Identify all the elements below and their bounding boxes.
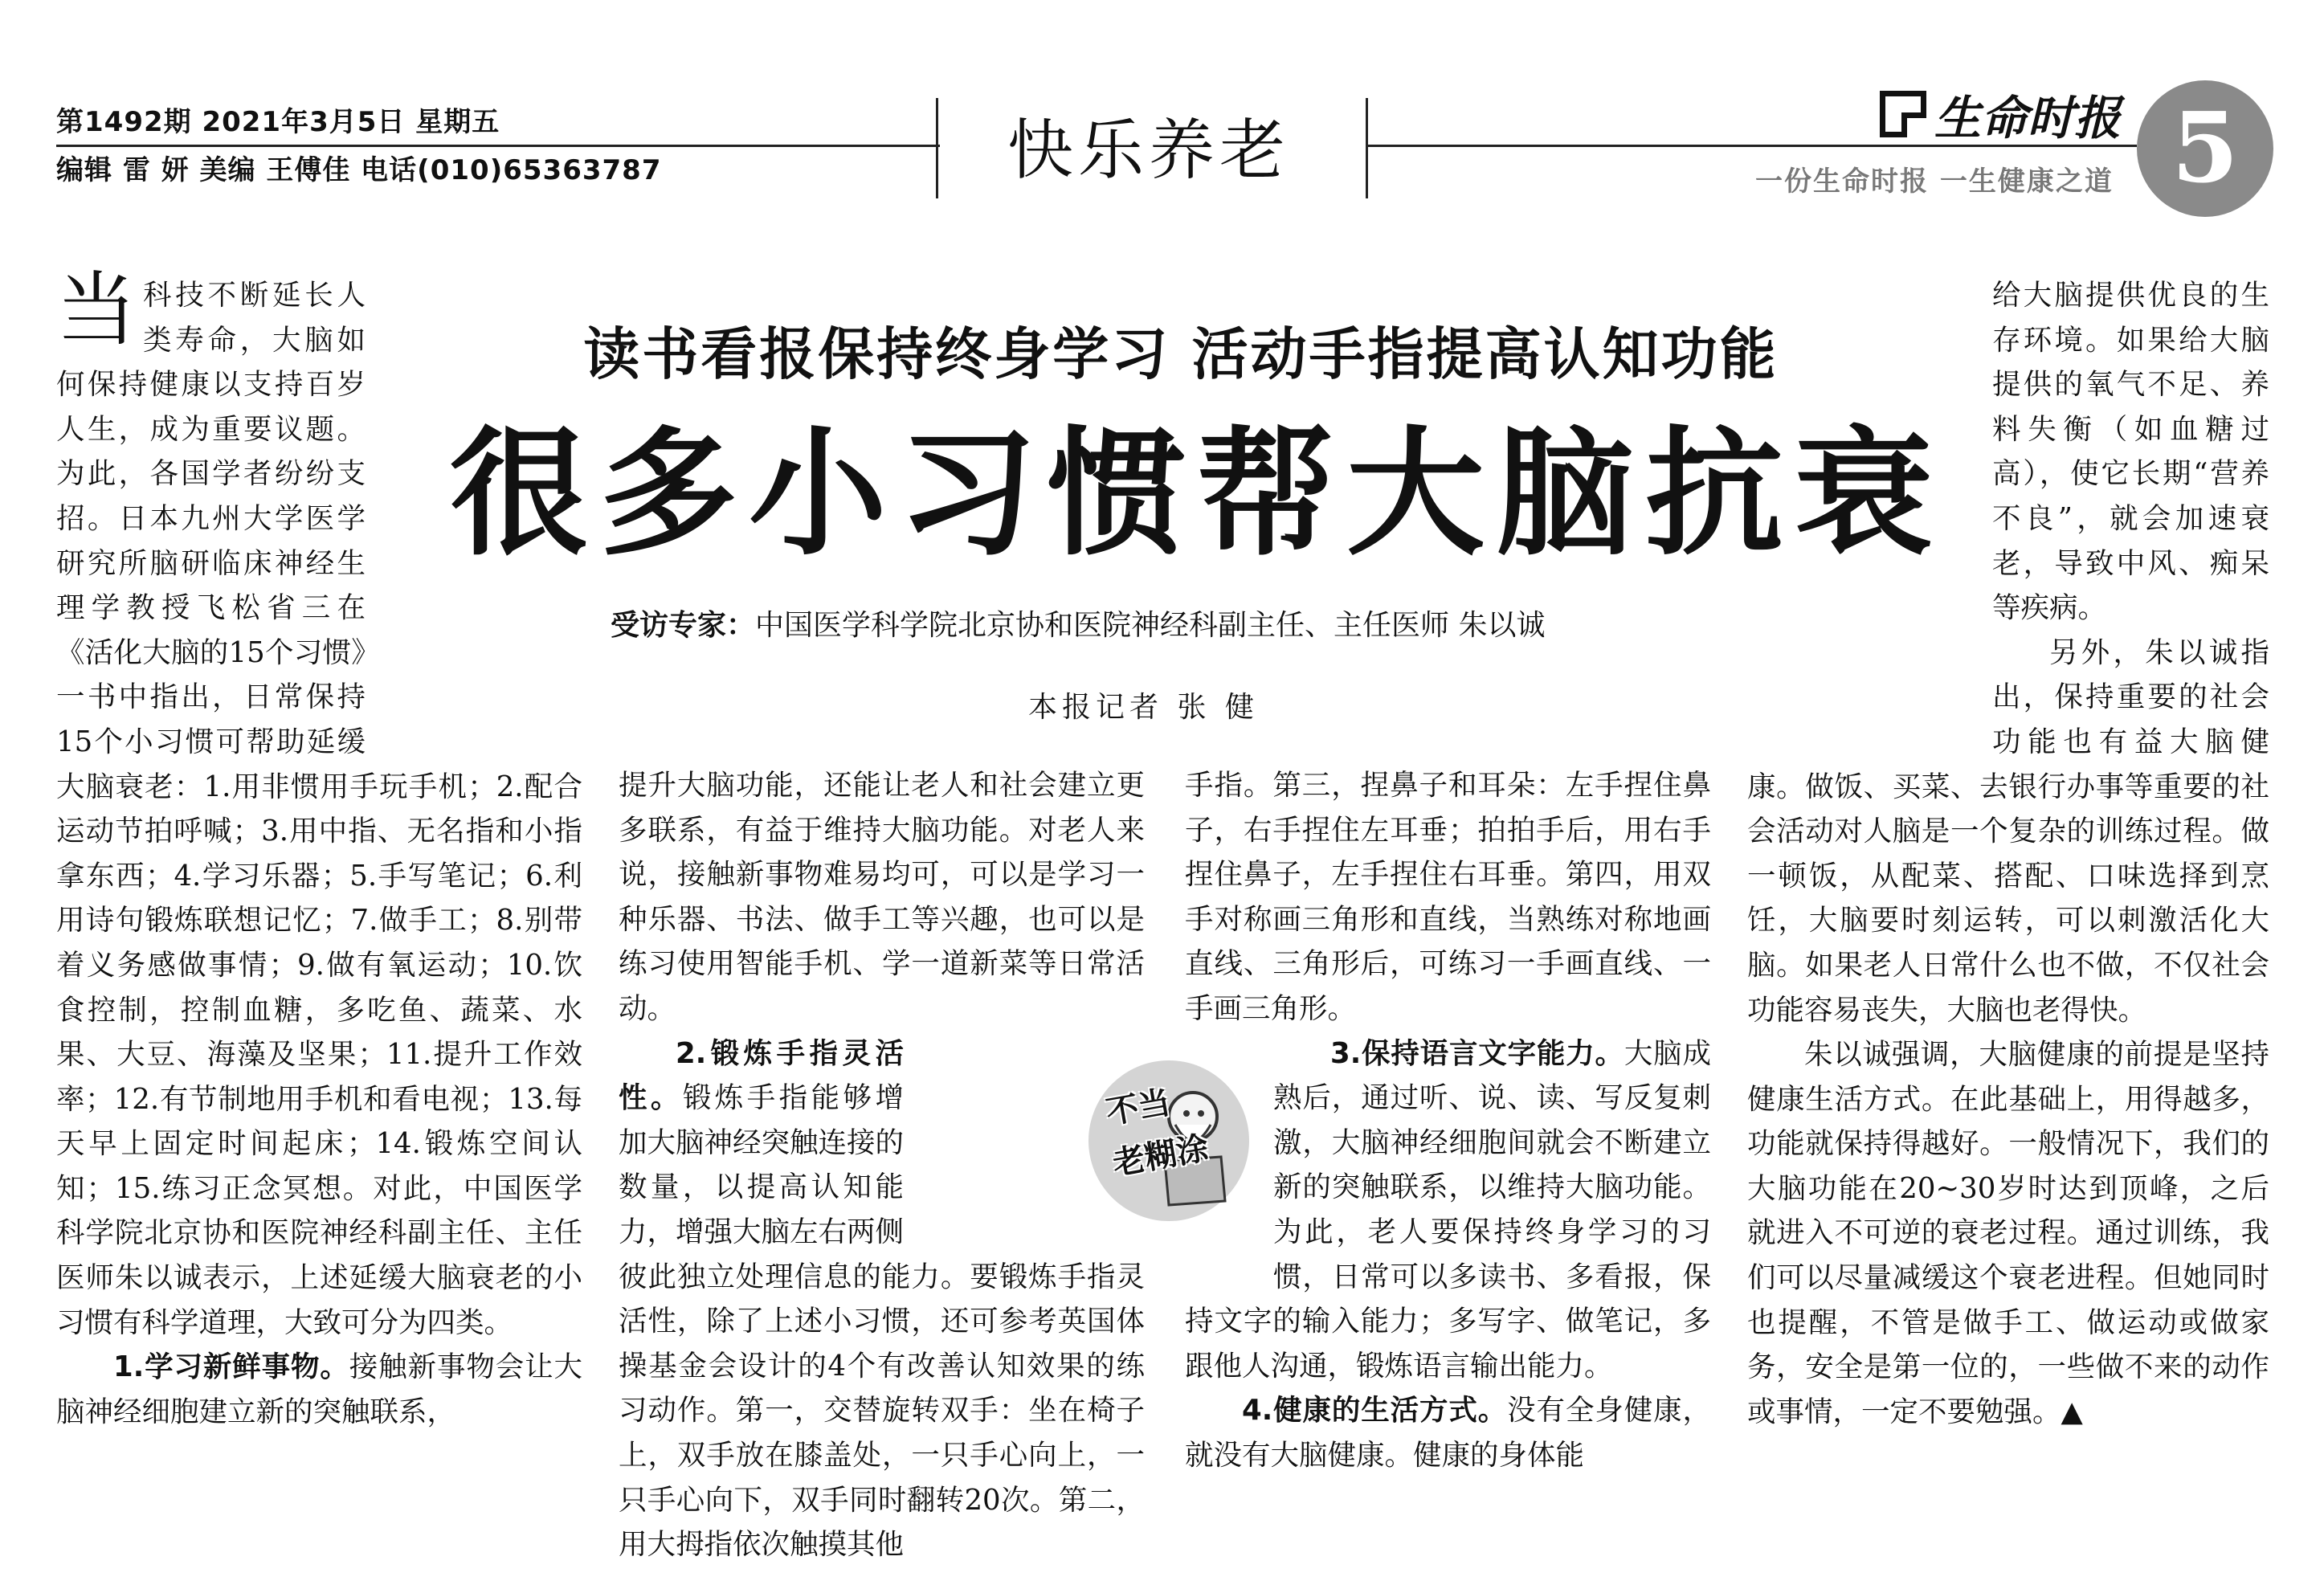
paragraph-text: 给大脑提供优良的生存环境。如果给大脑提供的氧气不足、养料失衡（如血糖过高），使它长期“营养不良”，就会加速衰老，导致中风、痴呆等疾病。 (1992, 279, 2269, 625)
section-name: 快乐养老 (1007, 112, 1290, 189)
paragraph (56, 1345, 582, 1434)
editor-line: 编辑 雷 妍 美编 王傅佳 电话(010)65363787 (56, 154, 662, 186)
paragraph-text: 提升大脑功能，还能让老人和社会建立更多联系，有益于维持大脑功能。对老人来说，接触新事物难易均可，可以是学习一种乐器、书法、做手工等兴趣，也可以是练习使用智能手机、学一道新菜等日常活动。 (619, 769, 1145, 1025)
paragraph (619, 763, 1145, 1031)
article-column-2 (619, 763, 1145, 1567)
paragraph-text: 科技不断延长人类寿命，大脑如何保持健康以支持百岁人生，成为重要议题。为此，各国学者纷纷支招。日本九州大学医学研究所脑研临床神经生理学教授飞松省三在《活化大脑的15个习惯》一书中指出，日常保持15个小习惯可帮助延缓大脑衰老：1.用非惯用手玩手机；2.配合运动节拍呼喊；3.用中指、无名指和小指拿东西；4.学习乐器；5.手写笔记；6.利用诗句锻炼联想记忆；7.做手工；8.别带着义务感做事情；9.做有氧运动；10.饮食控制，控制血糖，多吃鱼、蔬菜、水果、大豆、海藻及坚果；11.提升工作效率；12.有节制地用手机和看电视；13.每天早上固定时间起床；14.锻炼空间认知；15.练习正念冥想。对此，中国医学科学院北京协和医院神经科副主任、主任医师朱以诚表示，上述延缓大脑衰老的小习惯有科学道理，大致可分为四类。 (56, 279, 582, 1339)
slogan: 一份生命时报 一生健康之道 (1755, 165, 2114, 198)
issue-line: 第1492期 2021年3月5日 星期五 (56, 106, 500, 138)
article-title: 很多小习惯帮大脑抗衰 (450, 413, 1944, 574)
paragraph-heading: 1.学习新鲜事物。 (113, 1350, 349, 1384)
paragraph-text: 没有全身健康，就没有大脑健康。健康的身体能 (1185, 1394, 1711, 1472)
column-4-top-spacer (1747, 273, 1992, 763)
badge-line-1: 不当 (1103, 1084, 1174, 1132)
article-column-1 (56, 263, 582, 1434)
paragraph (1185, 1388, 1711, 1477)
expert-label: 受访专家： (611, 609, 756, 642)
column-1-top-spacer (366, 273, 582, 763)
badge-line-2: 老糊涂 (1109, 1129, 1212, 1183)
drop-cap: 当 (56, 263, 137, 357)
paragraph-heading: 4.健康的生活方式。 (1242, 1394, 1508, 1428)
expert-text: 中国医学科学院北京协和医院神经科副主任、主任医师 朱以诚 (755, 609, 1546, 642)
header-rule-left (56, 145, 940, 147)
paragraph-text: 接触新事物会让大脑神经细胞建立新的突触联系， (56, 1350, 582, 1428)
article-column-4 (1747, 273, 2269, 1434)
paragraph-text: 锻炼手指能够增加大脑神经突触连接的数量，以提高认知能力，增强大脑左右两侧彼此独立处理信息的能力。要锻炼手指灵活性，除了上述小习惯，还可参考英国体操基金会设计的4个有改善认知效果的练习动作。第一，交替旋转双手：坐在椅子上，双手放在膝盖处，一只手心向上，一只手心向下，双手同时翻转20次。第二，用大拇指依次触摸其他 (619, 1081, 1145, 1562)
article-subtitle: 读书看报保持终身学习 活动手指提高认知功能 (583, 321, 1779, 387)
header-divider-left (936, 98, 938, 198)
paragraph-text: 朱以诚强调，大脑健康的前提是坚持健康生活方式。在此基础上，用得越多，功能就保持得越好。一般情况下，我们的大脑功能在20~30岁时达到顶峰，之后就进入不可逆的衰老过程。通过训练，我们可以尽量减缓这个衰老进程。但她同时也提醒，不管是做手工、做运动或做家务，安全是第一位的，一些做不来的动作或事情，一定不要勉强。▲ (1747, 1038, 2269, 1428)
logo-text: 生命时报 (1934, 91, 2122, 145)
logo-icon (1880, 91, 1926, 137)
paragraph (1185, 763, 1711, 1031)
article-column-3 (1185, 763, 1711, 1478)
paragraph-text: 手指。第三，捏鼻子和耳朵：左手捏住鼻子，右手捏住左耳垂；拍拍手后，用右手捏住鼻子，左手捏住右耳垂。第四，用双手对称画三角形和直线，当熟练对称地画直线、三角形后，可练习一手画直线、一手画三角形。 (1185, 769, 1711, 1025)
paragraph-text: 另外，朱以诚指出，保持重要的社会功能也有益大脑健康。做饭、买菜、去银行办事等重要的社会活动对人脑是一个复杂的训练过程。做一顿饭，从配菜、搭配、口味选择到烹饪，大脑要时刻运转，可以刺激活化大脑。如果老人日常什么也不做，不仅社会功能容易丧失，大脑也老得快。 (1747, 635, 2269, 1027)
column-badge (1088, 1060, 1249, 1221)
page-number: 5 (2137, 80, 2273, 217)
paragraph-text: 大脑成熟后，通过听、说、读、写反复刺激，大脑神经细胞间就会不断建立新的突触联系，以维持大脑功能。为此，老人要保持终身学习的习惯，日常可以多读书、多看报，保持文字的输入能力；多写字、做笔记，多跟他人沟通，锻炼语言输出能力。 (1185, 1036, 1711, 1383)
header-divider-right (1366, 98, 1368, 198)
expert-line (611, 603, 1545, 643)
paragraph-heading: 2.锻炼手指灵活性。 (619, 1036, 904, 1115)
paragraph-heading: 3.保持语言文字能力。 (1330, 1036, 1624, 1070)
newspaper-logo (1880, 80, 2121, 148)
paragraph (1747, 1032, 2269, 1434)
reporter-line: 本报记者 张 健 (1028, 691, 1259, 724)
